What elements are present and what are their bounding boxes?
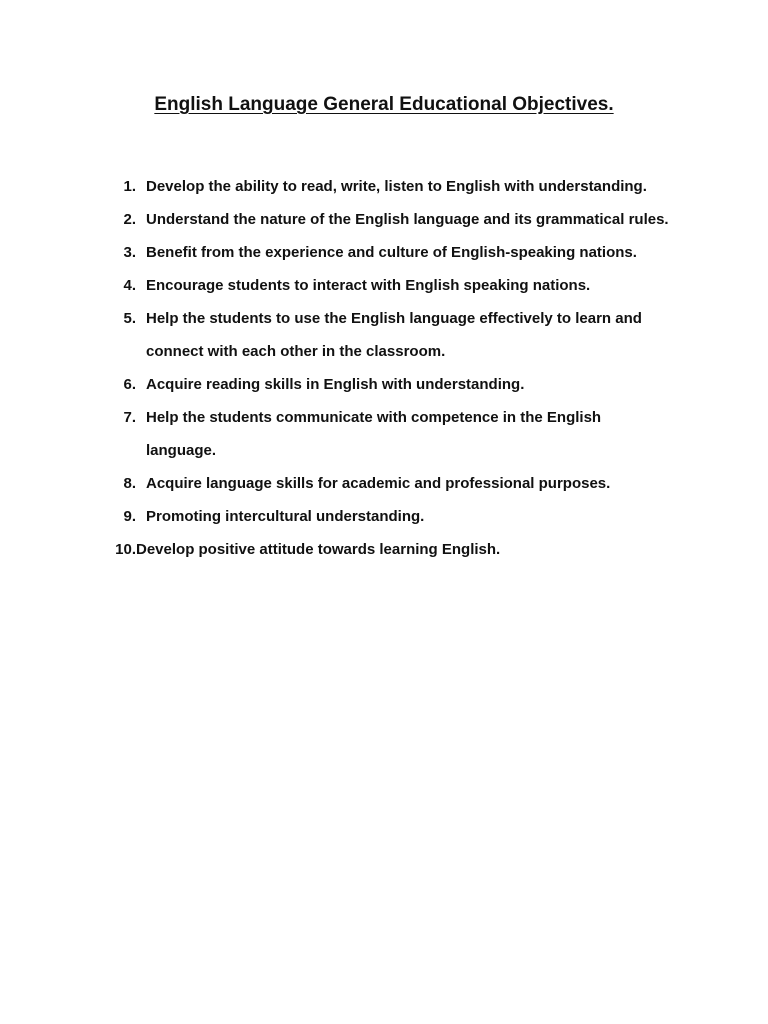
list-item-text: Encourage students to interact with English speaking nations. — [146, 277, 591, 294]
page-title: English Language General Educational Objectives. — [154, 94, 614, 115]
list-item-text: Acquire reading skills in English with understanding. — [146, 376, 525, 393]
list-item — [110, 269, 670, 302]
list-item-number: 10. — [115, 541, 136, 558]
list-item-text: Promoting intercultural understanding. — [146, 508, 425, 525]
list-item-number: 6. — [123, 376, 136, 393]
list-item — [110, 368, 670, 401]
list-item-number: 8. — [123, 475, 136, 492]
list-item-text: Help the students to use the English language effectively to learn and connect with each other in the classroom. — [146, 310, 642, 360]
list-item-number: 5. — [123, 310, 136, 327]
list-item — [110, 533, 670, 566]
list-item-text: Develop the ability to read, write, listen to English with understanding. — [146, 178, 647, 195]
list-item-number: 7. — [123, 409, 136, 426]
list-item-number: 1. — [123, 178, 136, 195]
list-item-number: 3. — [123, 244, 136, 261]
list-item-number: 9. — [123, 508, 136, 525]
list-item — [110, 302, 670, 368]
list-item — [110, 401, 670, 467]
list-item — [110, 170, 670, 203]
list-item-text: Help the students communicate with competence in the English language. — [146, 409, 602, 459]
list-item — [110, 203, 670, 236]
list-item-text: Acquire language skills for academic and professional purposes. — [146, 475, 611, 492]
list-item-number: 2. — [123, 211, 136, 228]
objectives-list — [110, 170, 670, 566]
list-item — [110, 467, 670, 500]
list-item — [110, 236, 670, 269]
list-item-number: 4. — [123, 277, 136, 294]
list-item-text: Develop positive attitude towards learning English. — [136, 541, 501, 558]
list-item-text: Benefit from the experience and culture of English-speaking nations. — [146, 244, 637, 261]
list-item — [110, 500, 670, 533]
list-item-text: Understand the nature of the English language and its grammatical rules. — [146, 211, 669, 228]
